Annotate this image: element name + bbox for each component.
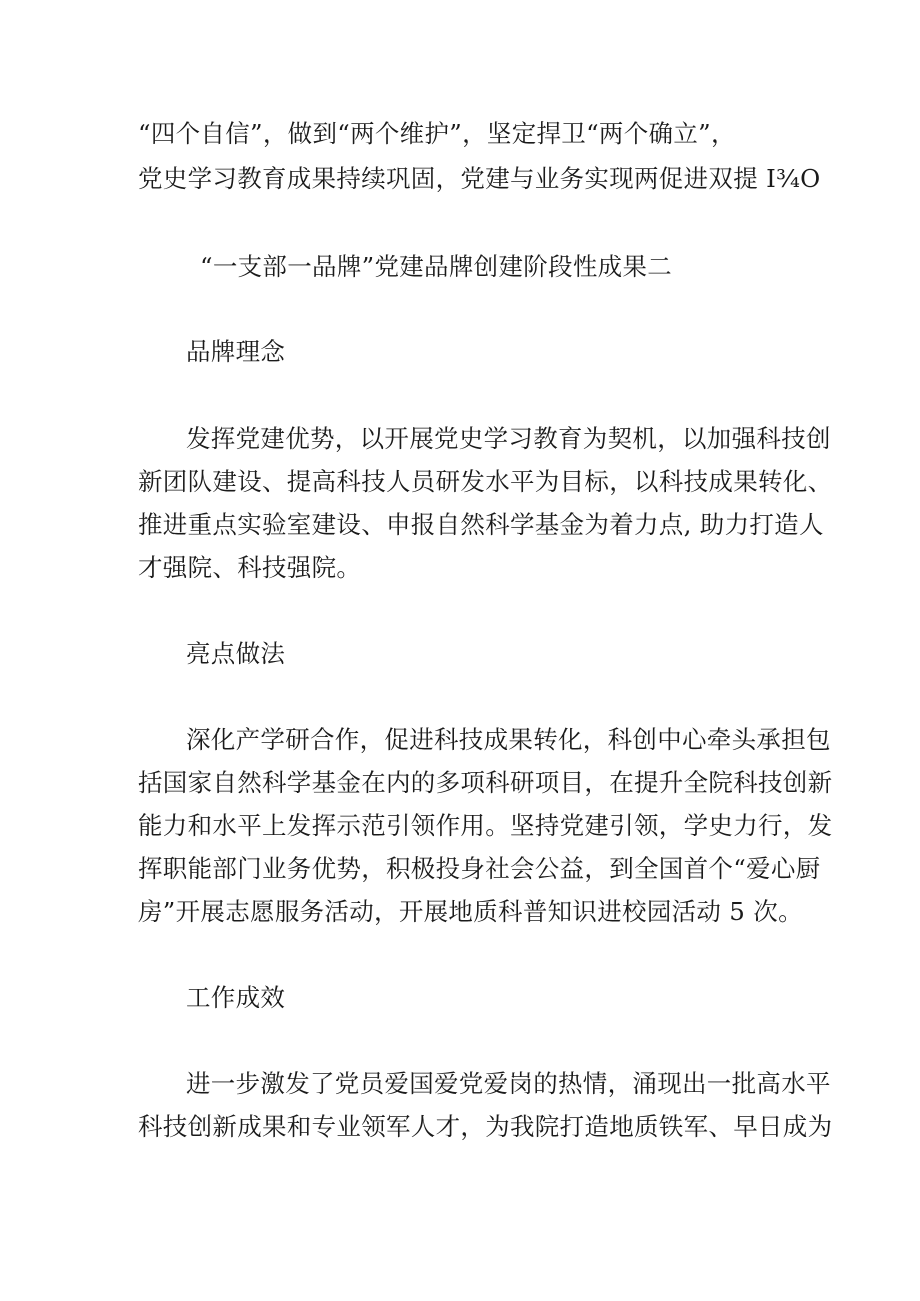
- intro-line-1: “四个自信”，做到“两个维护”，坚定捍卫“两个确立”，: [138, 119, 736, 148]
- paragraph-line: 才强院、科技强院。: [138, 553, 362, 582]
- section-title: “一支部一品牌”党建品牌创建阶段性成果二: [200, 252, 673, 281]
- intro-line-2: 党史学习教育成果持续巩固，党建与业务实现两促进双提 I¾O: [138, 164, 821, 193]
- paragraph-line: 房”开展志愿服务活动，开展地质科普知识进校园活动 5 次。: [138, 897, 803, 926]
- paragraph-line: 能力和水平上发挥示范引领作用。坚持党建引领，学史力行，发: [138, 811, 833, 840]
- paragraph-line: 进一步激发了党员爱国爱党爱岗的热情，涌现出一批高水平: [186, 1069, 831, 1098]
- heading-brand-concept: 品牌理念: [186, 337, 286, 366]
- paragraph-line: 括国家自然科学基金在内的多项科研项目，在提升全院科技创新: [138, 768, 833, 797]
- paragraph-line: 新团队建设、提高科技人员研发水平为目标，以科技成果转化、: [138, 467, 833, 496]
- paragraph-line: 深化产学研合作，促进科技成果转化，科创中心牵头承担包: [186, 725, 831, 754]
- paragraph-line: 推进重点实验室建设、申报自然科学基金为着力点, 助力打造人: [138, 510, 824, 539]
- heading-results: 工作成效: [186, 983, 286, 1012]
- paragraph-line: 发挥党建优势，以开展党史学习教育为契机，以加强科技创: [186, 424, 831, 453]
- heading-highlights: 亮点做法: [186, 639, 286, 668]
- paragraph-line: 挥职能部门业务优势，积极投身社会公益，到全国首个“爱心厨: [138, 854, 821, 883]
- paragraph-line: 科技创新成果和专业领军人才，为我院打造地质铁军、早日成为: [138, 1112, 833, 1141]
